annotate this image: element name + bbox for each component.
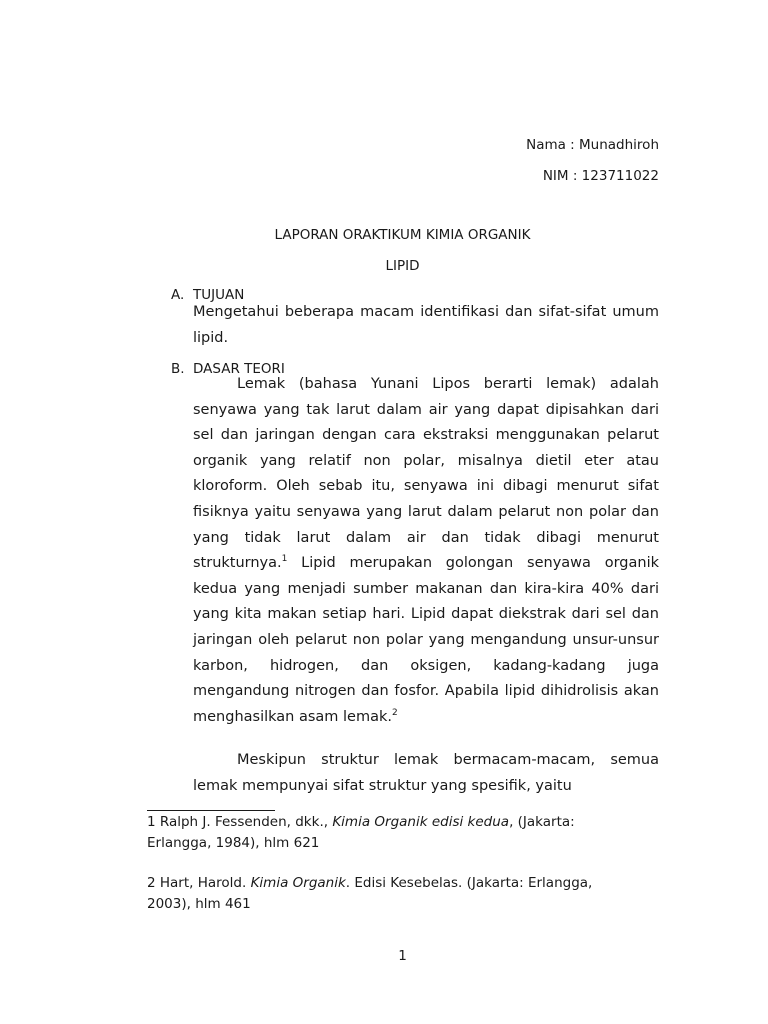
paragraph-1-text-b: Lipid merupakan golongan senyawa organik kedua yang menjadi sumber makanan dan kira-kira 40% dari yang kita makan setiap hari. Lipid dapat diekstrak dari sel dan jaringan oleh pelarut non polar yang mengandung unsur-unsur karbon, hidrogen, dan oksigen, kadang-kadang juga mengandung nitrogen dan fosfor. Apabila lipid dihidrolisis akan menghasilkan asam lemak. <box>193 555 659 725</box>
page-number: 1 <box>398 948 407 964</box>
section-b-title: DASAR TEORI <box>193 361 285 377</box>
footnote-1-publisher: , (Jakarta: Erlangga, 1984), hlm 621 <box>147 814 575 851</box>
section-b-letter: B. <box>171 361 185 377</box>
footnote-2-book-title: Kimia Organik <box>250 875 346 891</box>
student-id: NIM : 123711022 <box>542 168 659 184</box>
footnote-ref-2: 2 <box>391 707 398 718</box>
section-a-body: Mengetahui beberapa macam identifikasi dan sifat-sifat umum lipid. <box>193 304 659 346</box>
footnote-2-author: 2 Hart, Harold. <box>147 875 251 891</box>
section-b-paragraph-1 <box>193 372 659 730</box>
footnote-2 <box>147 873 617 915</box>
author-name: Nama : Munadhiroh <box>526 137 659 153</box>
footnote-ref-1: 1 <box>281 554 288 565</box>
footnote-separator <box>147 810 275 811</box>
paragraph-1-text-a: Lemak (bahasa Yunani Lipos berarti lemak) adalah senyawa yang tak larut dalam air yang dapat dipisahkan dari sel dan jaringan dengan cara ekstraksi menggunakan pelarut organik yang relatif non polar, misalnya dietil eter atau kloroform. Oleh sebab itu, senyawa ini dibagi menurut sifat fisiknya yaitu senyawa yang larut dalam pelarut non polar dan yang tidak larut dalam air dan tidak dibagi menurut strukturnya. <box>193 376 659 572</box>
footnote-2-publisher: . Edisi Kesebelas. (Jakarta: Erlangga, 2003), hlm 461 <box>147 875 593 912</box>
report-subtitle: LIPID <box>385 258 420 274</box>
footnote-1 <box>147 812 617 854</box>
section-a-letter: A. <box>171 287 185 303</box>
footnote-1-author: 1 Ralph J. Fessenden, dkk., <box>147 814 333 830</box>
section-b-paragraph-2: Meskipun struktur lemak bermacam-macam, semua lemak mempunyai sifat struktur yang spesifik, yaitu <box>193 752 659 794</box>
report-title: LAPORAN ORAKTIKUM KIMIA ORGANIK <box>274 227 531 243</box>
section-a-title: TUJUAN <box>193 287 245 303</box>
footnote-1-book-title: Kimia Organik edisi kedua <box>332 814 510 830</box>
